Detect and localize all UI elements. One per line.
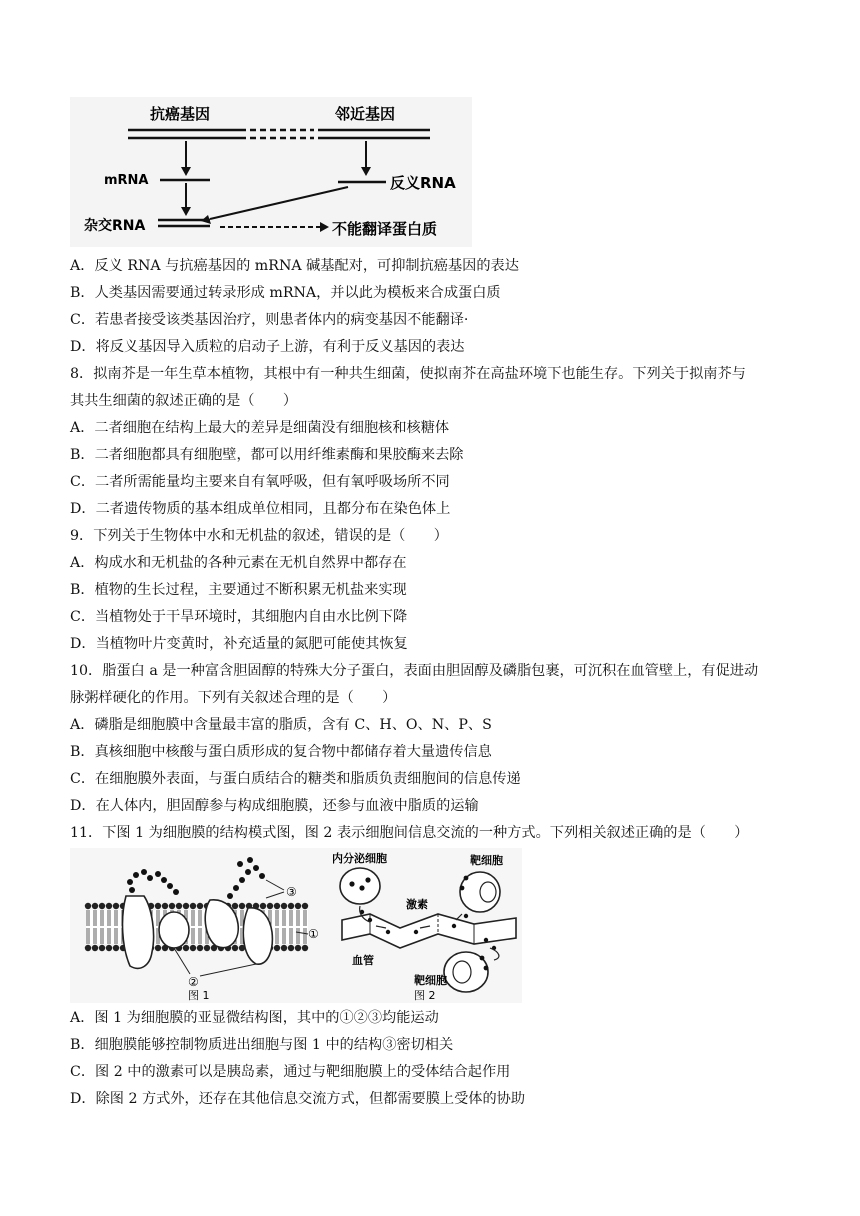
phospholipid-head — [295, 945, 301, 951]
q8-stem-line2: 其共生细菌的叙述正确的是（ ） — [70, 393, 298, 409]
marker-3: ③ — [286, 885, 297, 899]
q9-option-a: A．构成水和无机盐的各种元素在无机自然界中都存在 — [70, 555, 407, 571]
q8-option-a: A．二者细胞在结构上最大的差异是细菌没有细胞核和核糖体 — [70, 420, 450, 436]
phospholipid-head — [106, 903, 112, 909]
label-adjacent-gene: 邻近基因 — [335, 105, 396, 123]
label-hybrid-rna: 杂交RNA — [84, 218, 146, 234]
figure-1-caption: 图 1 — [188, 989, 210, 1002]
phospholipid-head — [183, 903, 189, 909]
q8-option-c: C．二者所需能量均主要来自有氧呼吸，但有氧呼吸场所不同 — [70, 474, 450, 490]
label-endocrine-cell: 内分泌细胞 — [332, 852, 387, 865]
phospholipid-head — [281, 945, 287, 951]
phospholipid-head — [155, 903, 161, 909]
q11-option-d: D．除图 2 方式外，还存在其他信息交流方式，但都需要膜上受体的协助 — [70, 1091, 526, 1107]
phospholipid-head — [169, 903, 175, 909]
phospholipid-head — [85, 945, 91, 951]
phospholipid-head — [190, 903, 196, 909]
label-target-cell-bottom: 靶细胞 — [414, 974, 447, 987]
cell-membrane-diagram — [70, 848, 522, 1003]
phospholipid-head — [99, 903, 105, 909]
q11-option-c: C．图 2 中的激素可以是胰岛素，通过与靶细胞膜上的受体结合起作用 — [70, 1064, 511, 1080]
q11-stem: 11．下图 1 为细胞膜的结构模式图，图 2 表示细胞间信息交流的一种方式。下列相关叙述正确的是（ ） — [70, 825, 749, 841]
label-no-translation: 不能翻译蛋白质 — [332, 220, 438, 238]
phospholipid-head — [155, 945, 161, 951]
marker-1: ① — [308, 927, 319, 941]
phospholipid-head — [239, 903, 245, 909]
phospholipid-head — [99, 945, 105, 951]
phospholipid-head — [204, 945, 210, 951]
q10-option-a: A．磷脂是细胞膜中含量最丰富的脂质，含有 C、H、O、N、P、S — [70, 717, 492, 733]
q10-option-c: C．在细胞膜外表面，与蛋白质结合的糖类和脂质负责细胞间的信息传递 — [70, 771, 521, 787]
q11-option-a: A．图 1 为细胞膜的亚显微结构图，其中的①②③均能运动 — [70, 1010, 439, 1026]
antisense-rna-diagram — [70, 97, 472, 247]
phospholipid-head — [183, 945, 189, 951]
phospholipid-head — [190, 945, 196, 951]
phospholipid-head — [85, 903, 91, 909]
phospholipid-head — [267, 903, 273, 909]
phospholipid-head — [113, 903, 119, 909]
label-blood-vessel: 血管 — [352, 954, 374, 967]
phospholipid-head — [232, 945, 238, 951]
phospholipid-head — [92, 903, 98, 909]
phospholipid-head — [302, 945, 308, 951]
q10-stem-line2: 脉粥样硬化的作用。下列有关叙述合理的是（ ） — [70, 690, 397, 706]
q8-option-d: D．二者遗传物质的基本组成单位相同，且都分布在染色体上 — [70, 501, 451, 517]
phospholipid-head — [288, 903, 294, 909]
q10-option-b: B．真核细胞中核酸与蛋白质形成的复合物中都储存着大量遗传信息 — [70, 744, 492, 760]
label-mrna: mRNA — [104, 173, 149, 188]
phospholipid-head — [232, 903, 238, 909]
q9-stem: 9．下列关于生物体中水和无机盐的叙述，错误的是（ ） — [70, 528, 448, 544]
phospholipid-head — [162, 903, 168, 909]
label-anticancer-gene: 抗癌基因 — [150, 105, 211, 123]
q10-option-d: D．在人体内，胆固醇参与构成细胞膜，还参与血液中脂质的运输 — [70, 798, 479, 814]
q7-option-b: B．人类基因需要通过转录形成 mRNA，并以此为模板来合成蛋白质 — [70, 285, 501, 301]
q9-option-d: D．当植物叶片变黄时，补充适量的氮肥可能使其恢复 — [70, 636, 408, 652]
phospholipid-head — [113, 945, 119, 951]
q8-stem-line1: 8．拟南芥是一年生草本植物，其根中有一种共生细菌，使拟南芥在高盐环境下也能生存。下列关于拟南芥与 — [70, 366, 746, 382]
label-antisense-rna: 反义RNA — [390, 174, 456, 192]
q9-option-b: B．植物的生长过程，主要通过不断积累无机盐来实现 — [70, 582, 407, 598]
phospholipid-head — [176, 903, 182, 909]
phospholipid-head — [106, 945, 112, 951]
q7-option-c: C．若患者接受该类基因治疗，则患者体内的病变基因不能翻译· — [70, 312, 469, 328]
phospholipid-head — [197, 945, 203, 951]
label-hormone: 激素 — [406, 898, 428, 911]
marker-2: ② — [188, 975, 199, 989]
phospholipid-head — [260, 903, 266, 909]
phospholipid-head — [274, 903, 280, 909]
q8-option-b: B．二者细胞都具有细胞壁，都可以用纤维素酶和果胶酶来去除 — [70, 447, 464, 463]
phospholipid-head — [295, 903, 301, 909]
phospholipid-head — [274, 945, 280, 951]
phospholipid-head — [197, 903, 203, 909]
phospholipid-head — [281, 903, 287, 909]
q10-stem-line1: 10．脂蛋白 a 是一种富含胆固醇的特殊大分子蛋白，表面由胆固醇及磷脂包裹，可沉积在血管壁上，有促进动 — [70, 663, 759, 679]
phospholipid-head — [288, 945, 294, 951]
q7-option-d: D．将反义基因导入质粒的启动子上游，有利于反义基因的表达 — [70, 339, 465, 355]
q11-option-b: B．细胞膜能够控制物质进出细胞与图 1 中的结构③密切相关 — [70, 1037, 454, 1053]
phospholipid-head — [302, 903, 308, 909]
q9-option-c: C．当植物处于干旱环境时，其细胞内自由水比例下降 — [70, 609, 408, 625]
phospholipid-head — [92, 945, 98, 951]
figure-2-caption: 图 2 — [414, 989, 436, 1002]
label-target-cell-top: 靶细胞 — [470, 854, 503, 867]
q7-option-a: A．反义 RNA 与抗癌基因的 mRNA 碱基配对，可抑制抗癌基因的表达 — [70, 258, 519, 274]
